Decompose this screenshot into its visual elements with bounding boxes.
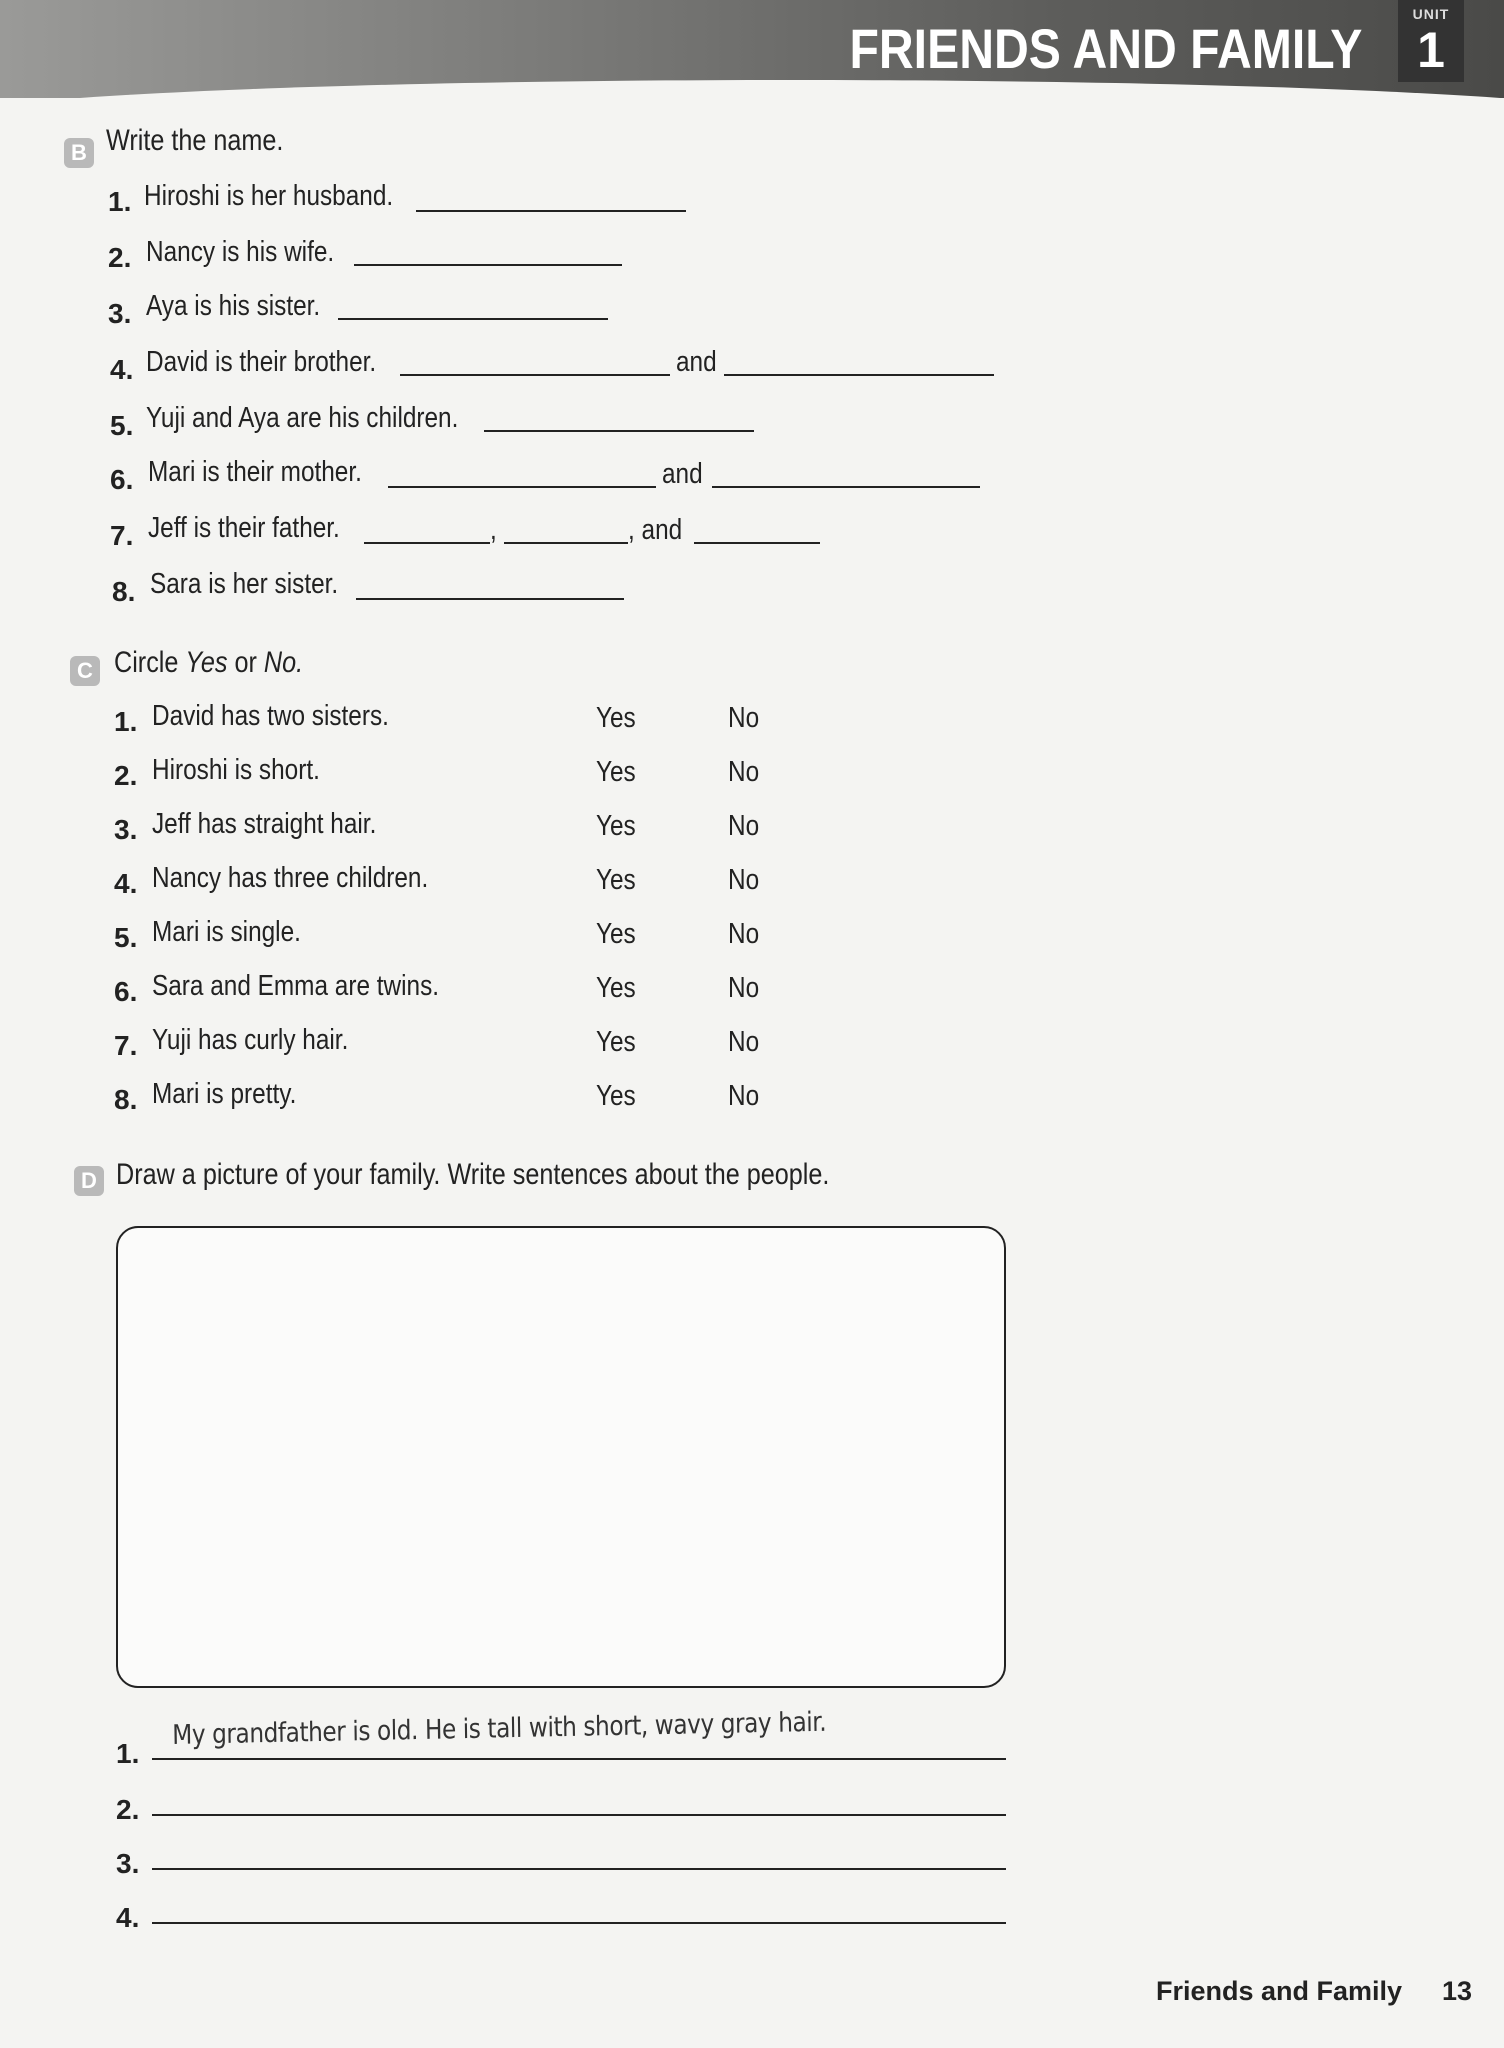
c-item-7-text: Yuji has curly hair. [152,1024,349,1056]
d-line-4-number: 4. [116,1902,140,1933]
b-item-6-text: Mari is their mother. [148,456,362,488]
section-c-instruction-yes: Yes [185,646,228,679]
c-item-2-no[interactable]: No [728,756,760,788]
c-item-4-no[interactable]: No [728,864,760,896]
c-item-2-number: 2. [114,760,138,791]
c-item-6-no[interactable]: No [728,972,760,1004]
b-item-2-blank[interactable] [354,264,622,266]
b-item-7-blank-2[interactable] [504,542,628,544]
c-item-6-yes[interactable]: Yes [596,972,636,1004]
c-item-4-number: 4. [114,868,138,899]
c-item-6-number: 6. [114,976,138,1007]
b-item-1-number: 1. [108,186,132,217]
b-item-4-number: 4. [110,354,134,385]
b-item-4-blank-2[interactable] [724,374,994,376]
c-item-5-number: 5. [114,922,138,953]
b-item-2-number: 2. [108,242,132,273]
c-item-8-number: 8. [114,1084,138,1115]
c-item-7-number: 7. [114,1030,138,1061]
page-number: 13 [1442,1976,1473,2006]
c-item-7-no[interactable]: No [728,1026,760,1058]
section-c-icon: C [70,656,100,686]
section-d-icon: D [74,1166,104,1196]
b-item-8-number: 8. [112,576,136,607]
d-line-3[interactable] [152,1868,1006,1870]
b-item-3-text: Aya is his sister. [146,290,321,322]
b-item-6-and: and [662,458,703,490]
d-line-2-number: 2. [116,1794,140,1825]
unit-label: UNIT [1412,6,1450,22]
d-line-1-number: 1. [116,1738,140,1769]
c-item-6-text: Sara and Emma are twins. [152,970,440,1002]
d-line-2[interactable] [152,1814,1006,1816]
c-item-3-yes[interactable]: Yes [596,810,636,842]
b-item-3-number: 3. [108,298,132,329]
b-item-2-text: Nancy is his wife. [146,236,335,268]
section-c-instruction-no: No. [263,646,304,679]
section-c-instruction [114,646,303,680]
b-item-7-and: , and [628,514,683,546]
b-item-3-blank[interactable] [338,318,608,320]
b-item-5-blank[interactable] [484,430,754,432]
d-line-1-handwriting: My grandfather is old. He is tall with short, wavy gray hair. [172,1706,827,1751]
b-item-7-blank-3[interactable] [694,542,820,544]
section-b-icon: B [64,138,94,168]
c-item-3-number: 3. [114,814,138,845]
page-title: FRIENDS AND FAMILY [849,17,1362,80]
section-b-instruction: Write the name. [106,124,284,157]
c-item-4-yes[interactable]: Yes [596,864,636,896]
c-item-8-no[interactable]: No [728,1080,760,1112]
b-item-5-text: Yuji and Aya are his children. [146,402,459,434]
c-item-2-text: Hiroshi is short. [152,754,320,786]
b-item-7-comma: , [490,514,497,546]
unit-badge [1398,0,1464,82]
c-item-5-yes[interactable]: Yes [596,918,636,950]
d-line-1[interactable] [152,1758,1006,1760]
d-line-3-number: 3. [116,1848,140,1879]
c-item-2-yes[interactable]: Yes [596,756,636,788]
b-item-6-blank-2[interactable] [712,486,980,488]
c-item-1-no[interactable]: No [728,702,760,734]
section-c-instruction-or: or [227,646,264,679]
section-d-instruction: Draw a picture of your family. Write sentences about the people. [116,1158,830,1191]
unit-number: 1 [1417,22,1445,78]
b-item-7-number: 7. [110,520,134,551]
b-item-1-text: Hiroshi is her husband. [144,180,394,212]
b-item-4-blank-1[interactable] [400,374,670,376]
c-item-1-text: David has two sisters. [152,700,389,732]
b-item-8-blank[interactable] [356,598,624,600]
c-item-8-yes[interactable]: Yes [596,1080,636,1112]
c-item-4-text: Nancy has three children. [152,862,429,894]
c-item-7-yes[interactable]: Yes [596,1026,636,1058]
c-item-5-no[interactable]: No [728,918,760,950]
c-item-8-text: Mari is pretty. [152,1078,297,1110]
d-line-4[interactable] [152,1922,1006,1924]
c-item-3-no[interactable]: No [728,810,760,842]
b-item-6-number: 6. [110,464,134,495]
b-item-1-blank[interactable] [416,210,686,212]
footer-title: Friends and Family [1156,1976,1403,2006]
b-item-7-text: Jeff is their father. [148,512,340,544]
b-item-5-number: 5. [110,410,134,441]
section-c-instruction-prefix: Circle [114,646,186,679]
c-item-3-text: Jeff has straight hair. [152,808,377,840]
b-item-6-blank-1[interactable] [388,486,656,488]
c-item-1-yes[interactable]: Yes [596,702,636,734]
drawing-area[interactable] [116,1226,1006,1688]
c-item-1-number: 1. [114,706,138,737]
b-item-8-text: Sara is her sister. [150,568,339,600]
b-item-4-and: and [676,346,717,378]
c-item-5-text: Mari is single. [152,916,301,948]
b-item-7-blank-1[interactable] [364,542,490,544]
b-item-4-text: David is their brother. [146,346,377,378]
